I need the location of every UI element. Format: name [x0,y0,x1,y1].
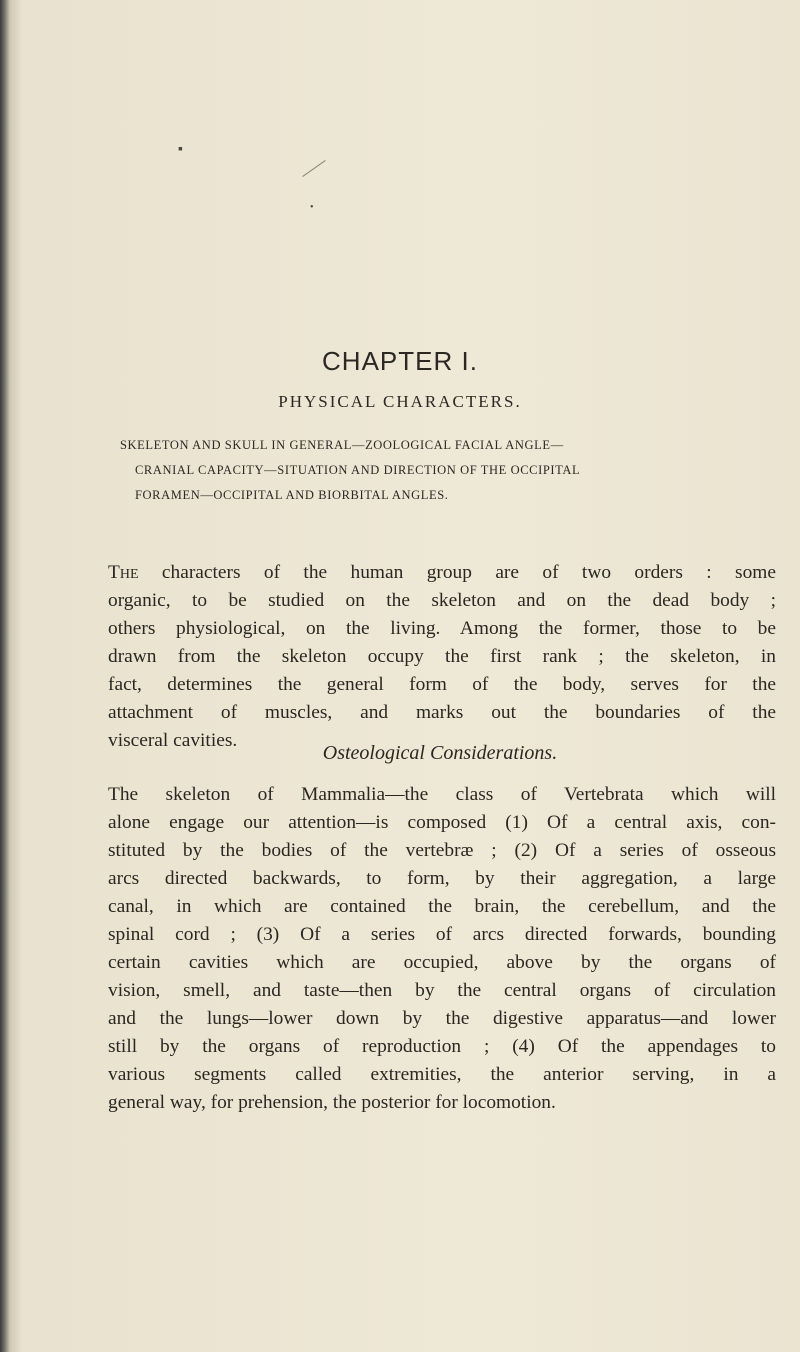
chapter-heading: CHAPTER I. [322,346,478,376]
paragraph-line: various segments called extremities, the anterior serving, in a [108,1064,776,1085]
chapter-contents-summary [120,433,768,508]
stray-ink-dot: • [310,202,314,213]
stray-ink-mark: ▪ [178,142,183,157]
paragraph-line-text: characters of the human group are of two orders : some [138,562,776,583]
paragraph-line: and the lungs—lower down by the digestive apparatus—and lower [108,1008,776,1029]
paragraph-line: spinal cord ; (3) Of a series of arcs directed forwards, bounding [108,924,776,945]
contents-line: CRANIAL CAPACITY—SITUATION AND DIRECTION OF THE OCCIPITAL [135,463,581,477]
paragraph-line [108,559,776,587]
paragraph-physical-characters [108,559,776,755]
contents-line: FORAMEN—OCCIPITAL AND BIORBITAL ANGLES. [135,488,449,502]
paragraph-line: arcs directed backwards, to form, by their aggregation, a large [108,868,776,889]
contents-line: SKELETON AND SKULL IN GENERAL—ZOOLOGICAL FACIAL ANGLE— [120,438,564,452]
paragraph-line: canal, in which are contained the brain, the cerebellum, and the [108,896,776,917]
osteological-subheading: Osteological Considerations. [322,742,558,764]
paragraph-skeleton-of-mammalia [108,781,776,1117]
paragraph-line: still by the organs of reproduction ; (4) Of the appendages to [108,1036,776,1057]
paragraph-line: attachment of muscles, and marks out the boundaries of the [108,702,776,723]
paragraph-line: visceral cavities. [108,730,238,751]
paragraph-line: fact, determines the general form of the body, serves for the [108,674,776,695]
paragraph-line: general way, for prehension, the posterior for locomotion. [108,1092,556,1113]
paragraph-line: vision, smell, and taste—then by the central organs of circulation [108,980,776,1001]
section-title: PHYSICAL CHARACTERS. [278,392,522,411]
lead-word: The [108,562,139,583]
paragraph-line: organic, to be studied on the skeleton and on the dead body ; [108,590,776,611]
stray-pencil-stroke [302,160,326,177]
paragraph-line: drawn from the skeleton occupy the first rank ; the skeleton, in [108,646,776,667]
paragraph-line: certain cavities which are occupied, above by the organs of [108,952,776,973]
paragraph-line: others physiological, on the living. Among the former, those to be [108,618,776,639]
paragraph-line: stituted by the bodies of the vertebræ ; (2) Of a series of osseous [108,840,776,861]
paragraph-line: The skeleton of Mammalia—the class of Vertebrata which will [108,784,776,805]
paragraph-line: alone engage our attention—is composed (1) Of a central axis, con- [108,812,776,833]
